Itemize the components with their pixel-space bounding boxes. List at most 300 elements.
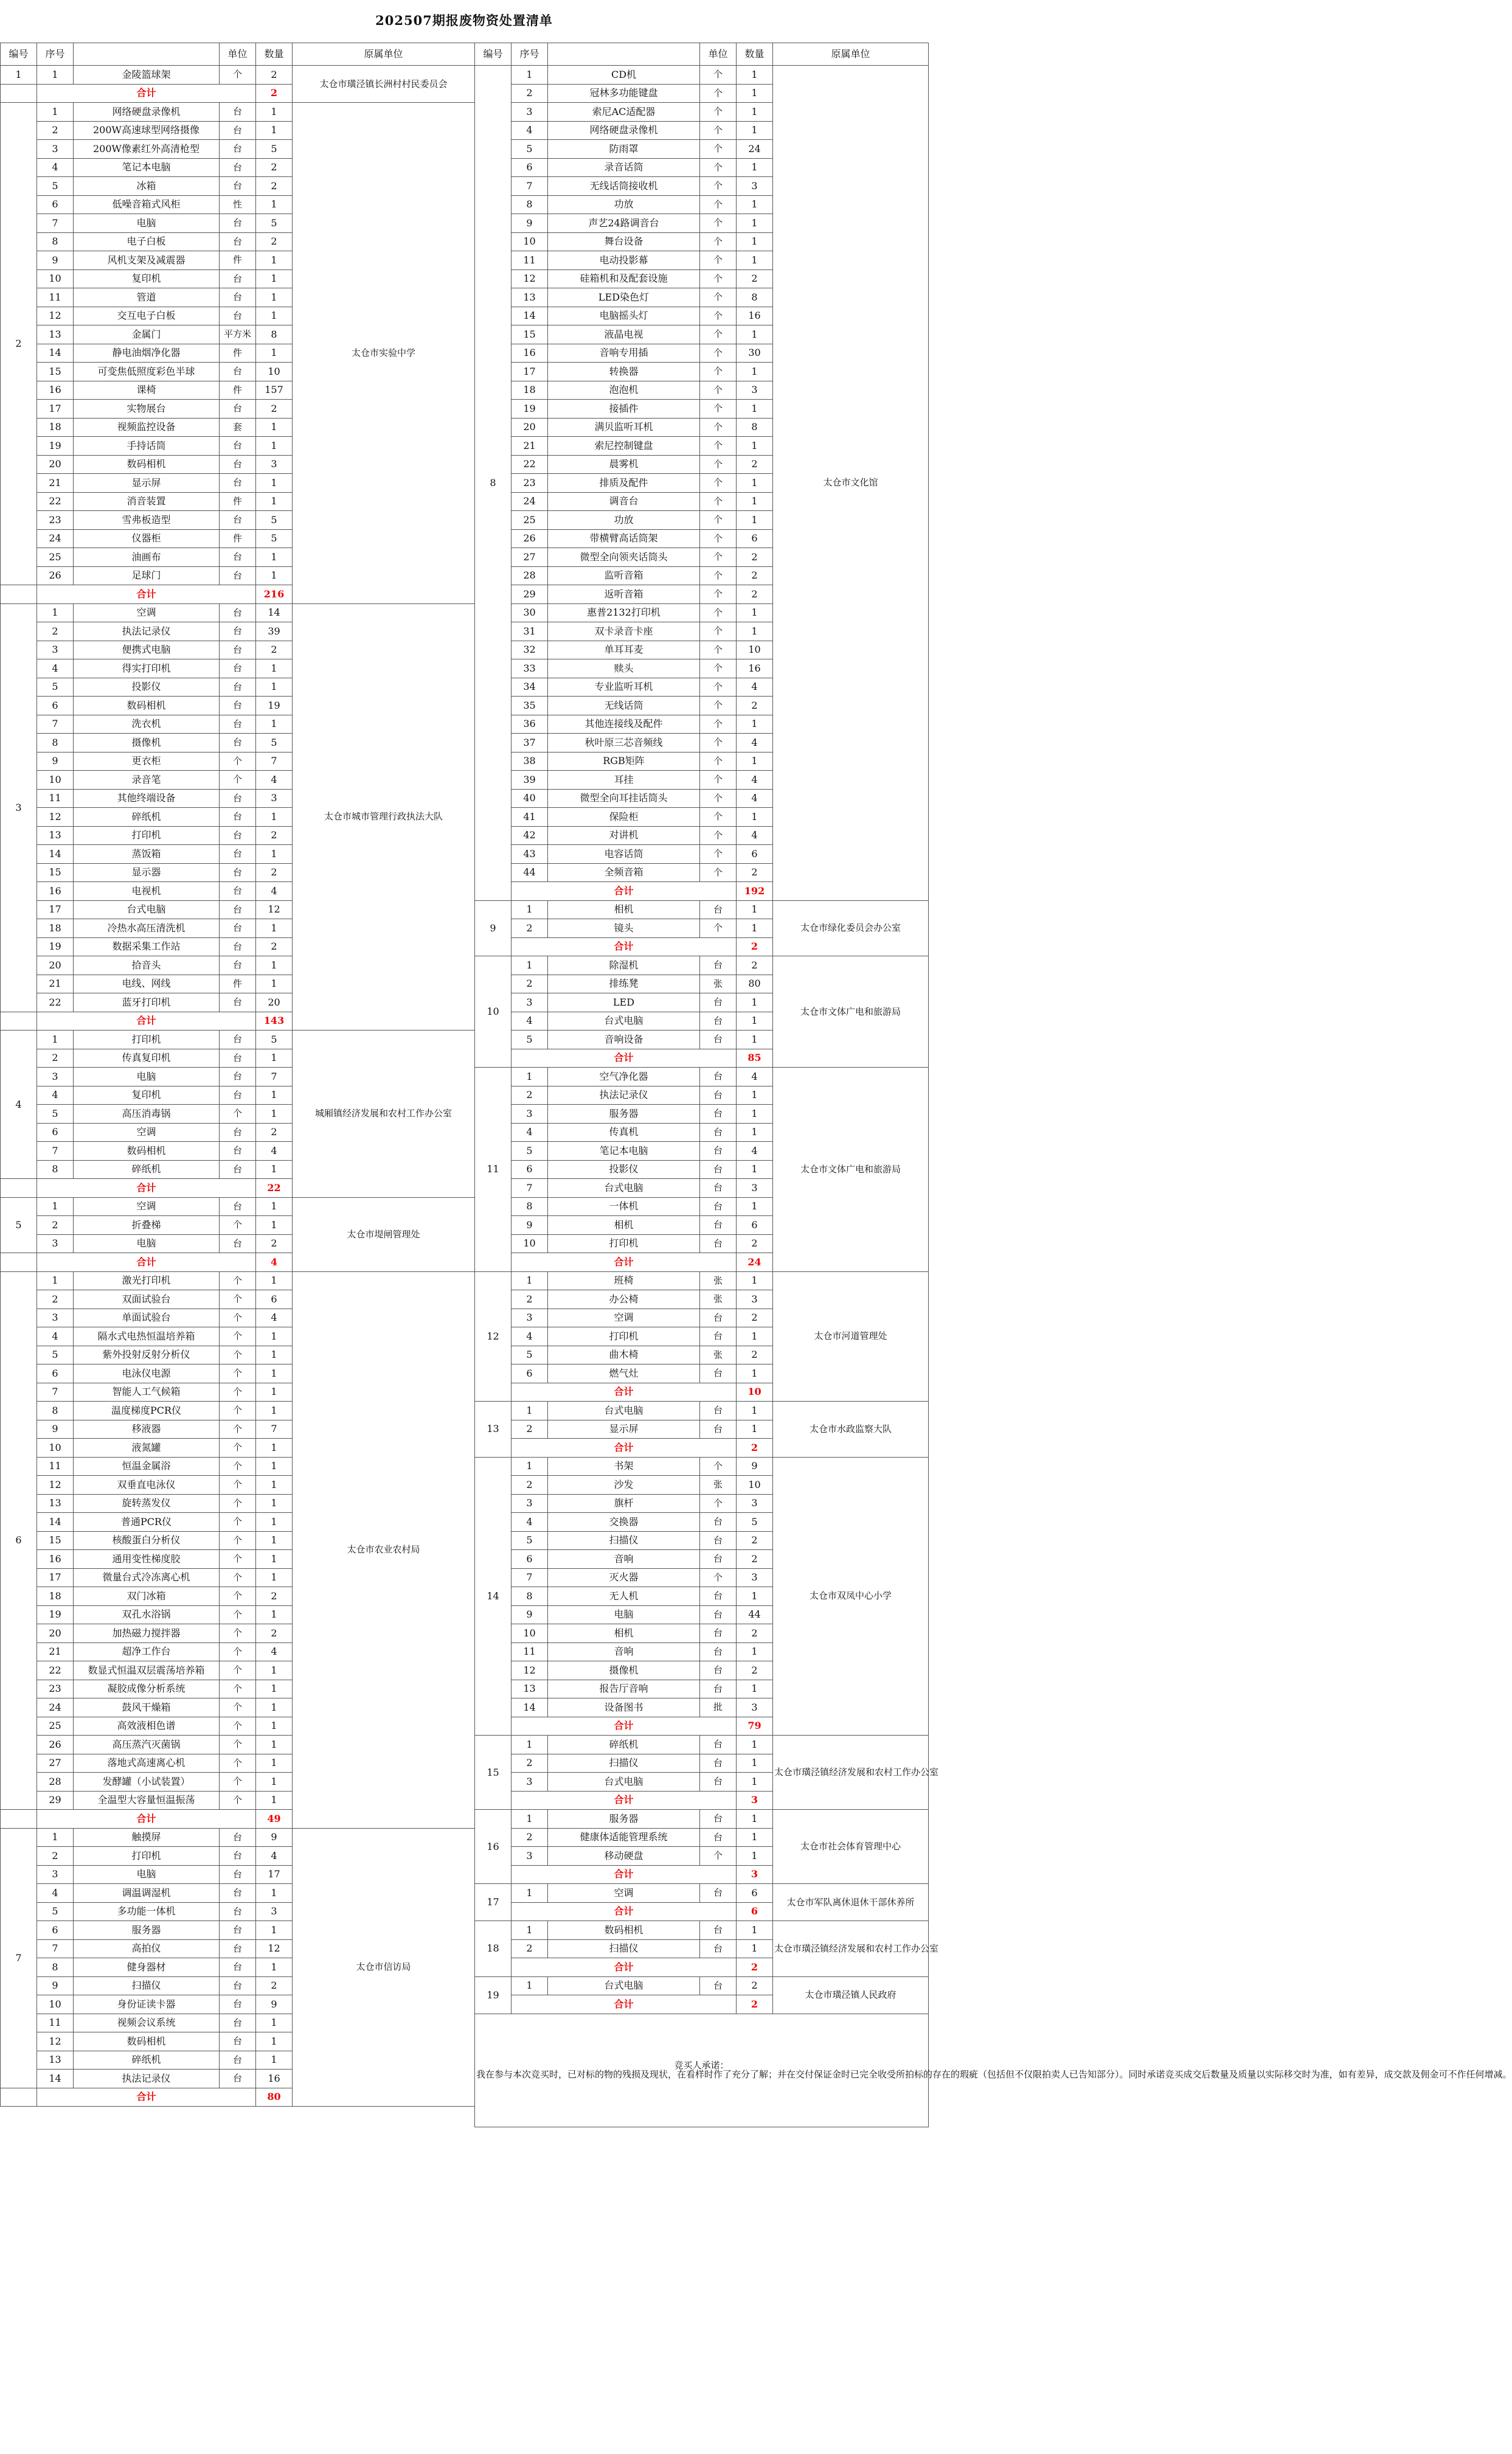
item-seq: 17 [37,900,74,919]
item-qty: 1 [256,1680,293,1698]
item-unit: 件 [220,344,256,363]
item-seq: 6 [512,1160,548,1179]
item-name: 保险柜 [548,808,700,827]
item-name: 数码相机 [74,2032,220,2051]
item-seq: 1 [512,66,548,85]
item-qty: 1 [256,1216,293,1235]
item-name: 投影仪 [74,678,220,697]
total-label: 合计 [512,937,737,956]
item-seq: 3 [37,641,74,659]
item-unit: 张 [700,975,737,993]
item-qty: 1 [737,492,773,511]
item-name: 摄像机 [548,1661,700,1680]
item-name: 音响 [548,1642,700,1661]
table-row [1,1197,475,1216]
total-label: 合计 [512,1383,737,1402]
item-qty: 2 [256,1123,293,1142]
item-unit: 个 [220,1309,256,1327]
item-qty: 1 [256,1086,293,1105]
item-seq: 3 [512,1309,548,1327]
total-value: 79 [737,1717,773,1736]
item-name: 空调 [74,1197,220,1216]
item-unit: 台 [220,603,256,622]
item-qty: 1 [256,1439,293,1458]
item-name: 网络硬盘录像机 [74,103,220,122]
item-qty: 5 [256,1031,293,1049]
item-seq: 3 [37,140,74,159]
item-seq: 6 [512,158,548,177]
item-name: 全温型大容量恒温振荡 [74,1791,220,1810]
group-number: 5 [1,1197,37,1253]
item-name: 扫描仪 [548,1939,700,1958]
item-qty: 1 [737,1587,773,1606]
item-qty: 1 [737,1364,773,1383]
item-qty: 2 [256,1624,293,1643]
item-unit: 个 [220,1420,256,1439]
item-name: 风机支架及减震器 [74,251,220,270]
item-qty: 1 [256,1754,293,1773]
item-seq: 3 [512,1847,548,1866]
item-name: 数码相机 [74,1142,220,1161]
item-name: 移动硬盘 [548,1847,700,1866]
item-name: 声艺24路调音台 [548,214,700,233]
item-name: 录音笔 [74,771,220,790]
item-seq: 36 [512,715,548,734]
total-value: 49 [256,1810,293,1829]
item-seq: 9 [512,1216,548,1235]
item-qty: 8 [737,288,773,307]
group-number: 9 [475,900,512,956]
item-unit: 台 [220,1197,256,1216]
item-seq: 12 [512,269,548,288]
item-qty: 1 [256,1605,293,1624]
item-qty: 3 [737,177,773,196]
item-name: 激光打印机 [74,1271,220,1290]
total-label: 合计 [512,1253,737,1272]
item-name: 报告厅音响 [548,1680,700,1698]
item-qty: 1 [256,1773,293,1792]
item-qty: 12 [256,1939,293,1958]
item-name: 相机 [548,1216,700,1235]
item-unit: 台 [700,1976,737,1995]
group-number: 14 [475,1457,512,1736]
item-name: 高效液相色谱 [74,1717,220,1736]
item-name: 洗衣机 [74,715,220,734]
item-unit: 个 [220,1642,256,1661]
item-name: 碎纸机 [74,808,220,827]
total-value: 3 [737,1791,773,1810]
item-qty: 1 [737,603,773,622]
item-name: 调温调湿机 [74,1884,220,1903]
item-qty: 1 [256,1049,293,1068]
item-unit: 个 [700,400,737,419]
item-name: 打印机 [74,1031,220,1049]
item-unit: 个 [700,863,737,882]
item-unit: 个 [700,548,737,567]
item-unit: 台 [700,1680,737,1698]
item-unit: 个 [220,1698,256,1717]
item-name: 双卡录音卡座 [548,622,700,641]
item-name: 核酸蛋白分析仪 [74,1531,220,1550]
item-seq: 10 [37,1439,74,1458]
item-qty: 1 [737,1773,773,1792]
item-unit: 个 [700,307,737,325]
item-unit: 个 [220,1791,256,1810]
item-name: 扫描仪 [74,1976,220,1995]
item-name: 交互电子白板 [74,307,220,325]
item-qty: 2 [737,566,773,585]
item-qty: 2 [256,1234,293,1253]
item-name: 台式电脑 [548,1773,700,1792]
item-seq: 2 [37,121,74,140]
item-qty: 1 [737,1847,773,1866]
total-spacer [1,585,37,604]
item-seq: 19 [37,437,74,456]
item-unit: 台 [220,1123,256,1142]
item-unit: 台 [700,1884,737,1903]
total-label: 合计 [512,1995,737,2014]
item-qty: 1 [256,1717,293,1736]
item-name: 电脑 [74,1068,220,1086]
item-unit: 个 [700,919,737,938]
item-name: 执法记录仪 [74,622,220,641]
item-name: 扫描仪 [548,1754,700,1773]
item-qty: 1 [737,195,773,214]
item-seq: 18 [37,418,74,437]
item-unit: 台 [700,1086,737,1105]
item-qty: 2 [737,863,773,882]
item-seq: 6 [37,1921,74,1940]
item-qty: 6 [737,1884,773,1903]
item-name: 交换器 [548,1513,700,1532]
item-name: 台式电脑 [548,1976,700,1995]
item-name: 高压消毒锅 [74,1105,220,1124]
header-group: 编号 [475,43,512,66]
item-seq: 4 [37,1884,74,1903]
item-seq: 21 [37,474,74,493]
item-name: 更衣柜 [74,752,220,771]
item-name: 赎头 [548,659,700,678]
item-unit: 个 [220,1680,256,1698]
item-name: 加热磁力搅拌器 [74,1624,220,1643]
item-qty: 1 [737,1031,773,1049]
item-qty: 20 [256,993,293,1012]
item-qty: 2 [256,863,293,882]
item-name: 电脑 [74,214,220,233]
item-qty: 2 [737,1234,773,1253]
commitment-heading: 竞买人承诺： [674,2060,729,2071]
item-unit: 台 [220,659,256,678]
item-seq: 1 [512,1736,548,1754]
item-seq: 7 [512,1568,548,1587]
item-qty: 3 [737,1290,773,1309]
group-number: 4 [1,1031,37,1179]
item-qty: 16 [737,659,773,678]
item-seq: 15 [37,863,74,882]
item-qty: 1 [737,121,773,140]
total-spacer [1,2088,37,2107]
item-unit: 个 [700,84,737,103]
item-seq: 5 [37,1902,74,1921]
org-name: 太仓市璜泾镇人民政府 [773,1976,929,2014]
item-name: 单面试验台 [74,1309,220,1327]
item-name: 相机 [548,1624,700,1643]
item-unit: 台 [220,789,256,808]
item-name: 打印机 [74,826,220,845]
item-unit: 台 [220,2051,256,2070]
item-unit: 台 [220,400,256,419]
item-seq: 5 [37,177,74,196]
item-name: 带横臂高话筒架 [548,529,700,548]
item-unit: 个 [700,177,737,196]
org-name: 太仓市实验中学 [293,103,475,604]
item-seq: 6 [37,1364,74,1383]
item-qty: 1 [256,492,293,511]
item-seq: 14 [37,2070,74,2088]
item-qty: 3 [256,455,293,474]
item-name: 双孔水浴锅 [74,1605,220,1624]
item-name: 便携式电脑 [74,641,220,659]
item-unit: 台 [700,993,737,1012]
item-seq: 8 [512,195,548,214]
item-name: 消音装置 [74,492,220,511]
item-seq: 14 [37,344,74,363]
org-name: 太仓市璜泾镇经济发展和农村工作办公室 [773,1921,929,1977]
item-qty: 1 [737,232,773,251]
header-qty: 数量 [737,43,773,66]
item-unit: 台 [220,269,256,288]
item-qty: 1 [256,1513,293,1532]
item-unit: 个 [700,771,737,790]
item-qty: 1 [256,251,293,270]
item-name: 空调 [548,1884,700,1903]
item-qty: 19 [256,697,293,715]
item-unit: 台 [220,1031,256,1049]
item-qty: 1 [737,1736,773,1754]
item-qty: 1 [256,1160,293,1179]
item-seq: 3 [37,1234,74,1253]
item-unit: 个 [700,566,737,585]
item-qty: 2 [737,1976,773,1995]
item-name: 笔记本电脑 [74,158,220,177]
item-name: 功放 [548,195,700,214]
item-unit: 台 [700,1068,737,1086]
item-unit: 台 [220,678,256,697]
item-name: 泡泡机 [548,381,700,400]
item-unit: 台 [700,1513,737,1532]
item-unit: 台 [220,140,256,159]
item-name: 雪弗板造型 [74,511,220,530]
item-name: 发酵罐（小试装置） [74,1773,220,1792]
item-seq: 22 [512,455,548,474]
item-unit: 个 [220,1402,256,1420]
item-qty: 2 [737,1309,773,1327]
item-unit: 台 [700,1402,737,1420]
total-value: 2 [737,1995,773,2014]
table-row [475,1884,929,1903]
item-name: 舞台设备 [548,232,700,251]
item-unit: 个 [700,641,737,659]
item-seq: 2 [512,1939,548,1958]
header-row [475,43,929,66]
item-name: 传真复印机 [74,1049,220,1068]
item-unit: 个 [700,269,737,288]
item-name: 实物展台 [74,400,220,419]
item-qty: 7 [256,1420,293,1439]
item-qty: 4 [737,678,773,697]
item-seq: 22 [37,1661,74,1680]
item-name: 电子白板 [74,232,220,251]
item-qty: 1 [737,1810,773,1829]
item-name: RGB矩阵 [548,752,700,771]
item-unit: 台 [220,826,256,845]
item-name: 服务器 [548,1105,700,1124]
item-unit: 台 [700,956,737,975]
item-seq: 19 [37,937,74,956]
item-seq: 2 [37,622,74,641]
item-unit: 台 [220,715,256,734]
item-name: 数码相机 [74,455,220,474]
item-name: 无线话筒接收机 [548,177,700,196]
item-seq: 2 [37,1216,74,1235]
item-unit: 件 [220,492,256,511]
item-seq: 17 [37,1568,74,1587]
item-qty: 1 [256,1105,293,1124]
item-seq: 3 [512,993,548,1012]
item-unit: 台 [220,288,256,307]
item-qty: 1 [737,400,773,419]
item-qty: 4 [256,1642,293,1661]
item-unit: 个 [700,214,737,233]
item-unit: 台 [220,2032,256,2051]
item-unit: 个 [220,1661,256,1680]
item-unit: 个 [700,752,737,771]
item-qty: 2 [737,455,773,474]
item-qty: 1 [737,103,773,122]
item-unit: 个 [220,1531,256,1550]
item-qty: 9 [737,1457,773,1476]
item-unit: 个 [220,1568,256,1587]
table-row [475,1068,929,1086]
item-seq: 1 [37,1197,74,1216]
item-unit: 个 [700,734,737,753]
item-qty: 1 [256,344,293,363]
item-seq: 2 [512,1290,548,1309]
item-unit: 台 [220,437,256,456]
item-qty: 2 [256,1587,293,1606]
item-unit: 台 [220,622,256,641]
item-name: 调音台 [548,492,700,511]
item-qty: 9 [256,1828,293,1847]
item-unit: 台 [220,455,256,474]
item-seq: 21 [512,437,548,456]
item-name: 台式电脑 [548,1402,700,1420]
item-name: 空气净化器 [548,1068,700,1086]
item-seq: 14 [37,845,74,864]
item-name: 接插件 [548,400,700,419]
item-unit: 台 [220,1921,256,1940]
item-unit: 个 [220,1457,256,1476]
org-name: 太仓市信访局 [293,1828,475,2107]
item-seq: 4 [512,1012,548,1031]
item-seq: 19 [37,1605,74,1624]
item-unit: 台 [220,919,256,938]
item-seq: 31 [512,622,548,641]
item-unit: 个 [700,678,737,697]
item-unit: 个 [700,232,737,251]
item-qty: 7 [256,1068,293,1086]
item-name: 身份证读卡器 [74,1995,220,2014]
total-spacer [1,1179,37,1198]
item-qty: 1 [737,251,773,270]
item-qty: 1 [256,418,293,437]
item-seq: 18 [37,919,74,938]
item-qty: 1 [256,288,293,307]
item-name: 投影仪 [548,1160,700,1179]
org-name: 城厢镇经济发展和农村工作办公室 [293,1031,475,1198]
item-unit: 套 [220,418,256,437]
item-qty: 1 [256,474,293,493]
item-unit: 台 [700,1105,737,1124]
item-name: 普通PCR仪 [74,1513,220,1532]
item-unit: 台 [700,1012,737,1031]
item-seq: 15 [37,363,74,381]
item-seq: 15 [512,325,548,344]
item-unit: 性 [220,195,256,214]
total-value: 22 [256,1179,293,1198]
org-name: 太仓市军队离休退休干部休养所 [773,1884,929,1921]
item-seq: 20 [512,418,548,437]
item-seq: 1 [37,1271,74,1290]
table-row [1,1271,475,1290]
item-name: 电脑 [548,1605,700,1624]
item-qty: 1 [256,1921,293,1940]
total-label: 合计 [37,1253,256,1272]
item-unit: 台 [220,548,256,567]
item-name: 数码相机 [548,1921,700,1940]
item-unit: 台 [220,845,256,864]
group-number: 11 [475,1068,512,1272]
item-qty: 4 [256,1309,293,1327]
item-seq: 10 [37,269,74,288]
item-qty: 4 [737,789,773,808]
item-name: 智能人工气候箱 [74,1383,220,1402]
item-qty: 1 [256,1568,293,1587]
total-label: 合计 [512,1439,737,1458]
item-unit: 台 [220,214,256,233]
org-name: 太仓市城市管理行政执法大队 [293,603,475,1031]
item-qty: 1 [256,2014,293,2032]
item-seq: 9 [37,251,74,270]
item-name: 其他终端设备 [74,789,220,808]
item-seq: 26 [37,566,74,585]
item-unit: 台 [220,734,256,753]
item-name: 电脑 [74,1865,220,1884]
org-name: 太仓市农业农村局 [293,1271,475,1828]
item-name: 专业监听耳机 [548,678,700,697]
item-seq: 4 [37,1086,74,1105]
item-unit: 个 [220,1346,256,1364]
table-row [475,1271,929,1290]
item-name: 其他连接线及配件 [548,715,700,734]
total-label: 合计 [512,1958,737,1977]
item-unit: 个 [700,251,737,270]
item-seq: 21 [37,1642,74,1661]
item-name: 电动投影幕 [548,251,700,270]
item-name: 视频会议系统 [74,2014,220,2032]
item-seq: 1 [512,1884,548,1903]
item-name: 折叠梯 [74,1216,220,1235]
